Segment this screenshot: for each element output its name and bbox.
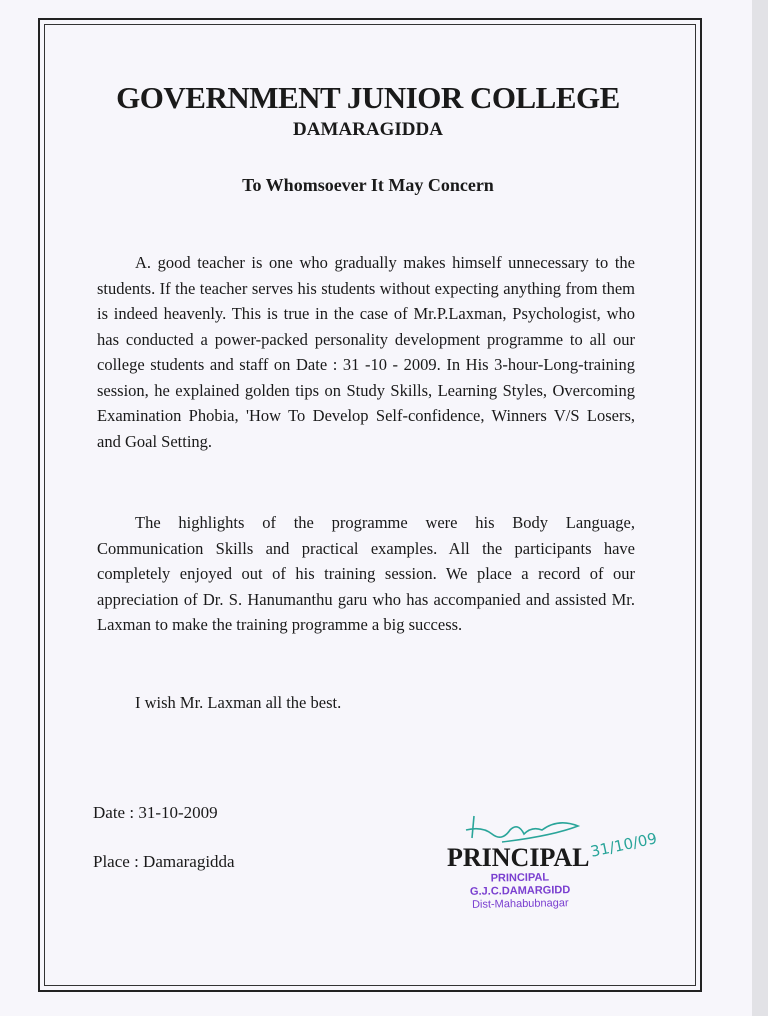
place-line: Place : Damaragidda xyxy=(93,852,235,871)
official-stamp xyxy=(470,871,571,912)
paragraph-1: A. good teacher is one who gradually makes himself unnecessary to the students. If the teacher serves his students without expecting anything from them is indeed heavenly. This is true in the case of Mr.P.Laxman, Psychologist, who has conducted a power-packed personality development programme to all our college students and staff on Date : 31 -10 - 2009. In His 3-hour-Long-training session, he explained golden tips on Study Skills, Learning Styles, Overcoming Examination Phobia, 'How To Develop Self-confidence, Winners V/S Losers, and Goal Setting. xyxy=(97,253,635,451)
college-place: DAMARAGIDDA xyxy=(293,119,443,140)
paragraph-2: The highlights of the programme were his Body Language, Communication Skills and practical examples. All the participants have completely enjoyed out of his training session. We place a record of our appreciation of Dr. S. Hanumanthu garu who has accompanied and assisted Mr. Laxman to make the training programme a big success. xyxy=(97,513,635,634)
signature-date: 31/10/09 xyxy=(588,829,659,861)
college-name: GOVERNMENT JUNIOR COLLEGE xyxy=(116,80,620,115)
stamp-line-3: Dist-Mahabubnagar xyxy=(471,897,569,911)
paragraph-3: I wish Mr. Laxman all the best. xyxy=(135,693,342,712)
signatory-title: PRINCIPAL xyxy=(447,843,590,872)
signature-icon xyxy=(462,808,592,848)
scan-edge xyxy=(752,0,768,1016)
stamp-line-1: PRINCIPAL xyxy=(490,871,550,885)
subject-heading: To Whomsoever It May Concern xyxy=(242,175,494,195)
date-line: Date : 31-10-2009 xyxy=(93,803,218,822)
stamp-line-2: G.J.C.DAMARGIDD xyxy=(469,884,571,898)
